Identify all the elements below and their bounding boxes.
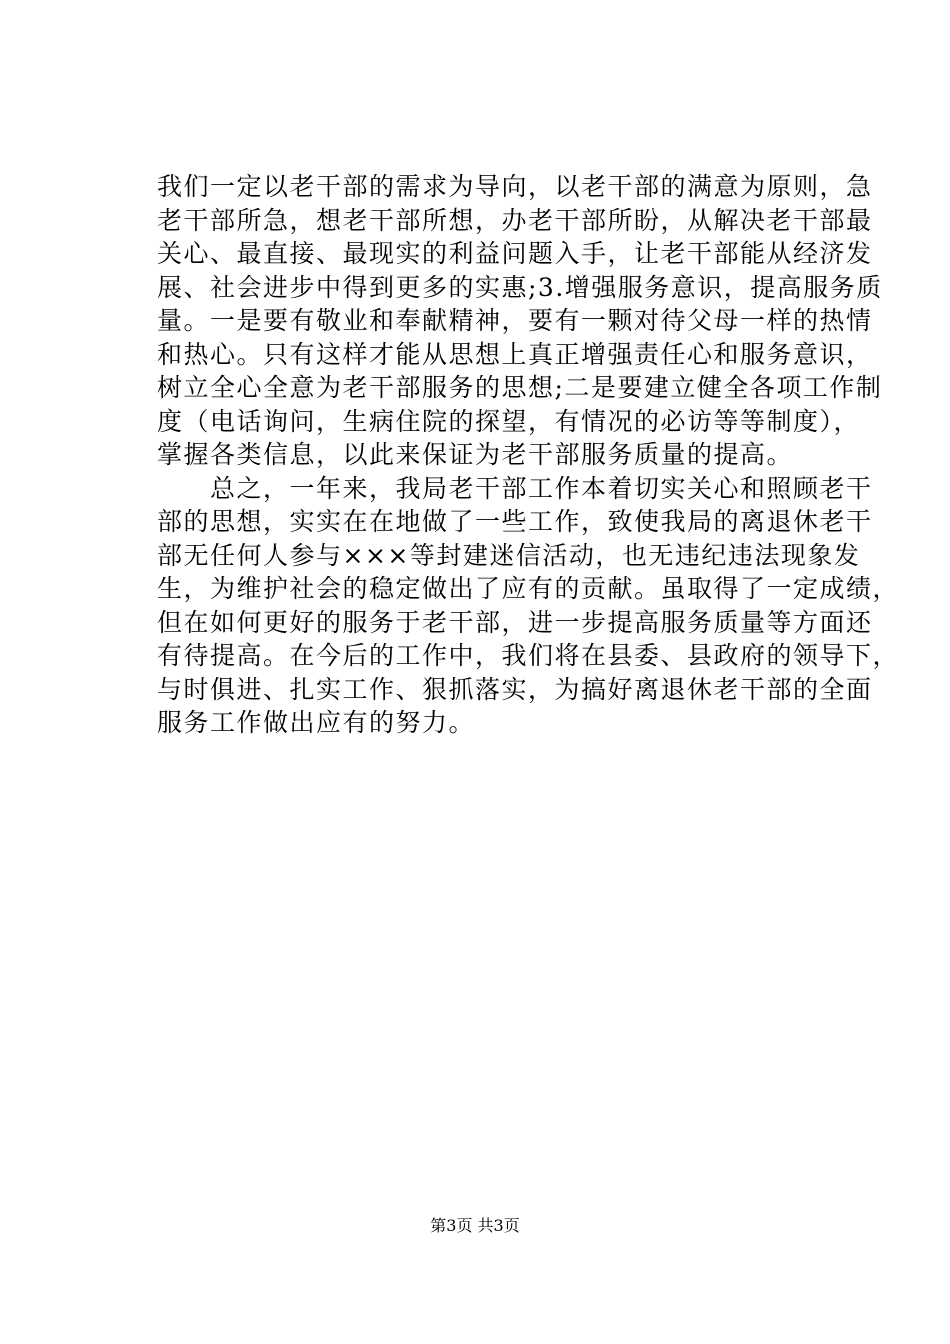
text-line: 有待提高。在今后的工作中，我们将在县委、县政府的领导下， [157,641,900,670]
document-body [157,170,900,740]
text-line: 部无任何人参与×××等封建迷信活动，也无违纪违法现象发 [157,540,861,570]
text-line: 部的思想，实实在在地做了一些工作，致使我局的离退休老干 [157,507,873,536]
text-line: 树立全心全意为老干部服务的思想;二是要建立健全各项工作制 [157,373,883,402]
text-line: 关心、最直接、最现实的利益问题入手，让老干部能从经济发 [157,239,873,268]
text-line: 总之，一年来，我局老干部工作本着切实关心和照顾老干 [157,473,873,503]
text-line: 老干部所急，想老干部所想，办老干部所盼，从解决老干部最 [157,205,873,235]
text-line: 服务工作做出应有的努力。 [157,708,476,737]
text-line: 但在如何更好的服务于老干部，进一步提高服务质量等方面还 [157,607,873,637]
text-line: 与时俱进、扎实工作、狠抓落实，为搞好离退休老干部的全面 [157,674,873,704]
text-line: 量。一是要有敬业和奉献精神，要有一颗对待父母一样的热情 [157,306,873,335]
text-line: 掌握各类信息，以此来保证为老干部服务质量的提高。 [157,440,794,469]
text-line: 和热心。只有这样才能从思想上真正增强责任心和服务意识， [157,339,873,369]
text-line: 我们一定以老干部的需求为导向，以老干部的满意为原则，急 [157,172,873,201]
text-line: 展、社会进步中得到更多的实惠;3.增强服务意识，提高服务质 [157,272,883,302]
page-number-footer: 第3页 共3页 [430,1216,520,1235]
text-line: 度（电话询问，生病住院的探望，有情况的必访等等制度）， [157,406,861,436]
text-line: 生，为维护社会的稳定做出了应有的贡献。虽取得了一定成绩， [157,574,900,603]
